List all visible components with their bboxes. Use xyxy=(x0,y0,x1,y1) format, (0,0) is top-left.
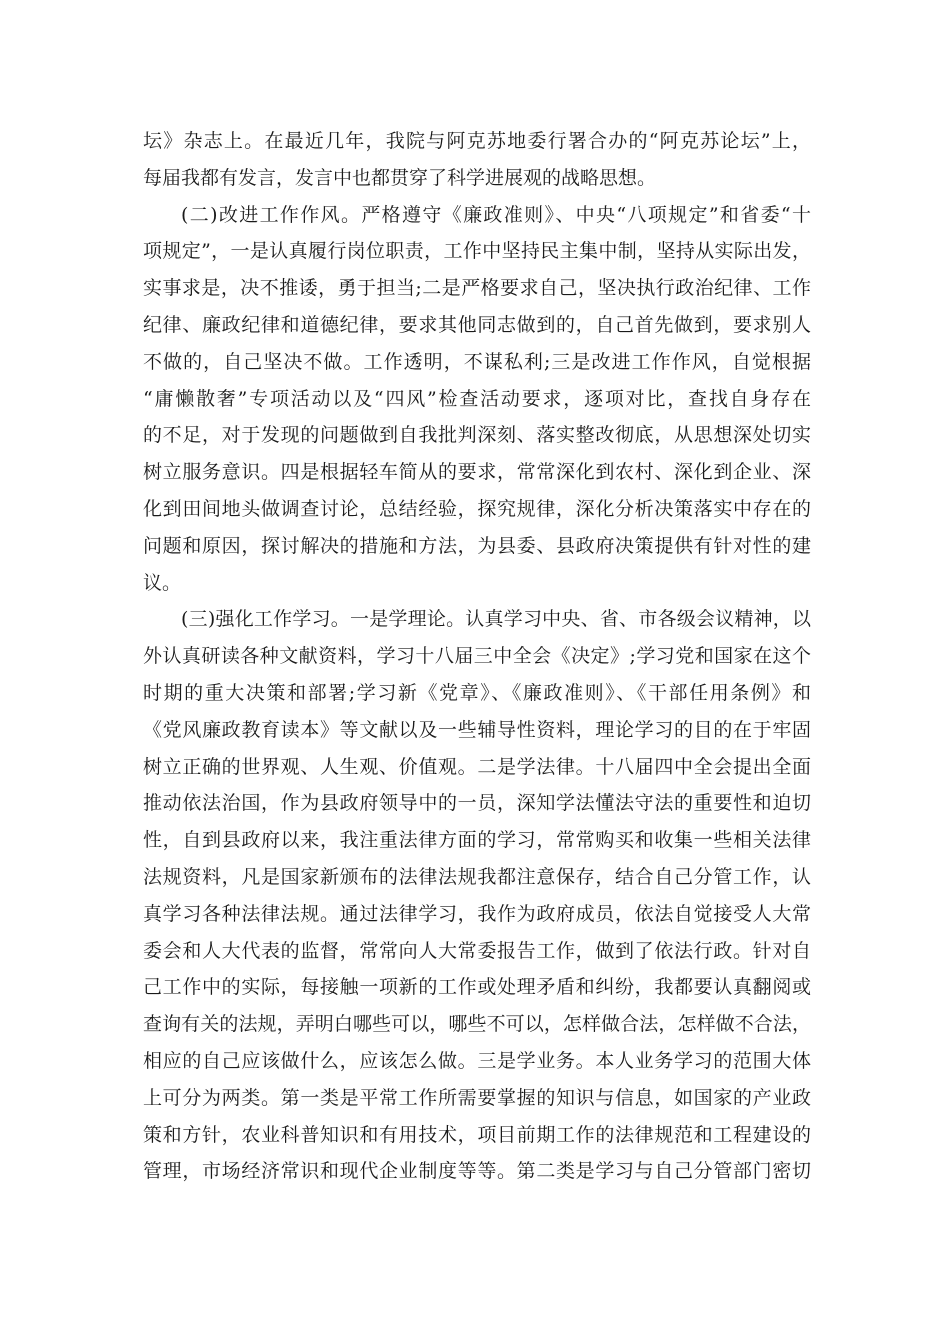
text-line: 的不足，对于发现的问题做到自我批判深刻、落实整改彻底，从思想深处切实 xyxy=(143,424,811,447)
text-line: 纪律、廉政纪律和道德纪律，要求其他同志做到的，自己首先做到，要求别人 xyxy=(143,313,811,336)
text-line: (二)改进工作作风。严格遵守《廉政准则》、中央“八项规定”和省委“十 xyxy=(181,203,811,226)
text-line: 《党风廉政教育读本》等文献以及一些辅导性资料，理论学习的目的在于牢固 xyxy=(143,718,811,741)
text-line: 坛》杂志上。在最近几年，我院与阿克苏地委行署合办的“阿克苏论坛”上， xyxy=(143,130,811,152)
text-line: 委会和人大代表的监督，常常向人大常委报告工作，做到了依法行政。针对自 xyxy=(143,939,811,962)
text-line: 树立正确的世界观、人生观、价值观。二是学法律。十八届四中全会提出全面 xyxy=(143,755,811,778)
text-line: 法规资料，凡是国家新颁布的法律法规我都注意保存，结合自己分管工作，认 xyxy=(143,865,811,888)
text-line: 议。 xyxy=(143,571,182,594)
text-line: 化到田间地头做调查讨论，总结经验，探究规律，深化分析决策落实中存在的 xyxy=(143,497,811,520)
text-line: (三)强化工作学习。一是学理论。认真学习中央、省、市各级会议精神，以 xyxy=(181,608,811,631)
text-line: 管理，市场经济常识和现代企业制度等等。第二类是学习与自己分管部门密切 xyxy=(143,1160,811,1183)
text-line: 外认真研读各种文献资料，学习十八届三中全会《决定》;学习党和国家在这个 xyxy=(143,645,811,668)
text-line: 相应的自己应该做什么，应该怎么做。三是学业务。本人业务学习的范围大体 xyxy=(143,1049,811,1072)
text-line: 查询有关的法规，弄明白哪些可以，哪些不可以，怎样做合法，怎样做不合法， xyxy=(143,1013,811,1036)
text-line: 己工作中的实际，每接触一项新的工作或处理矛盾和纠纷，我都要认真翻阅或 xyxy=(143,976,811,999)
text-line: 每届我都有发言，发言中也都贯穿了科学进展观的战略思想。 xyxy=(143,166,657,189)
text-line: 性，自到县政府以来，我注重法律方面的学习，常常购买和收集一些相关法律 xyxy=(143,829,811,852)
text-line: 策和方针，农业科普知识和有用技术，项目前期工作的法律规范和工程建设的 xyxy=(143,1123,811,1146)
text-line: 真学习各种法律法规。通过法律学习，我作为政府成员，依法自觉接受人大常 xyxy=(143,902,811,925)
text-line: 上可分为两类。第一类是平常工作所需要掌握的知识与信息，如国家的产业政 xyxy=(143,1086,811,1109)
document-body xyxy=(143,123,811,1190)
text-line: “庸懒散奢”专项活动以及“四风”检查活动要求，逐项对比，查找自身存在 xyxy=(143,387,811,410)
text-line: 实事求是，决不推诿，勇于担当;二是严格要求自己，坚决执行政治纪律、工作 xyxy=(143,277,811,300)
text-line: 时期的重大决策和部署;学习新《党章》、《廉政准则》、《干部任用条例》和 xyxy=(143,681,811,704)
text-line: 问题和原因，探讨解决的措施和方法，为县委、县政府决策提供有针对性的建 xyxy=(143,534,811,557)
text-line: 项规定”，一是认真履行岗位职责，工作中坚持民主集中制，坚持从实际出发， xyxy=(143,240,811,263)
text-line: 树立服务意识。四是根据轻车简从的要求，常常深化到农村、深化到企业、深 xyxy=(143,461,811,484)
text-line: 推动依法治国，作为县政府领导中的一员，深知学法懂法守法的重要性和迫切 xyxy=(143,792,811,815)
text-line: 不做的，自己坚决不做。工作透明，不谋私利;三是改进工作作风，自觉根据 xyxy=(143,350,811,373)
